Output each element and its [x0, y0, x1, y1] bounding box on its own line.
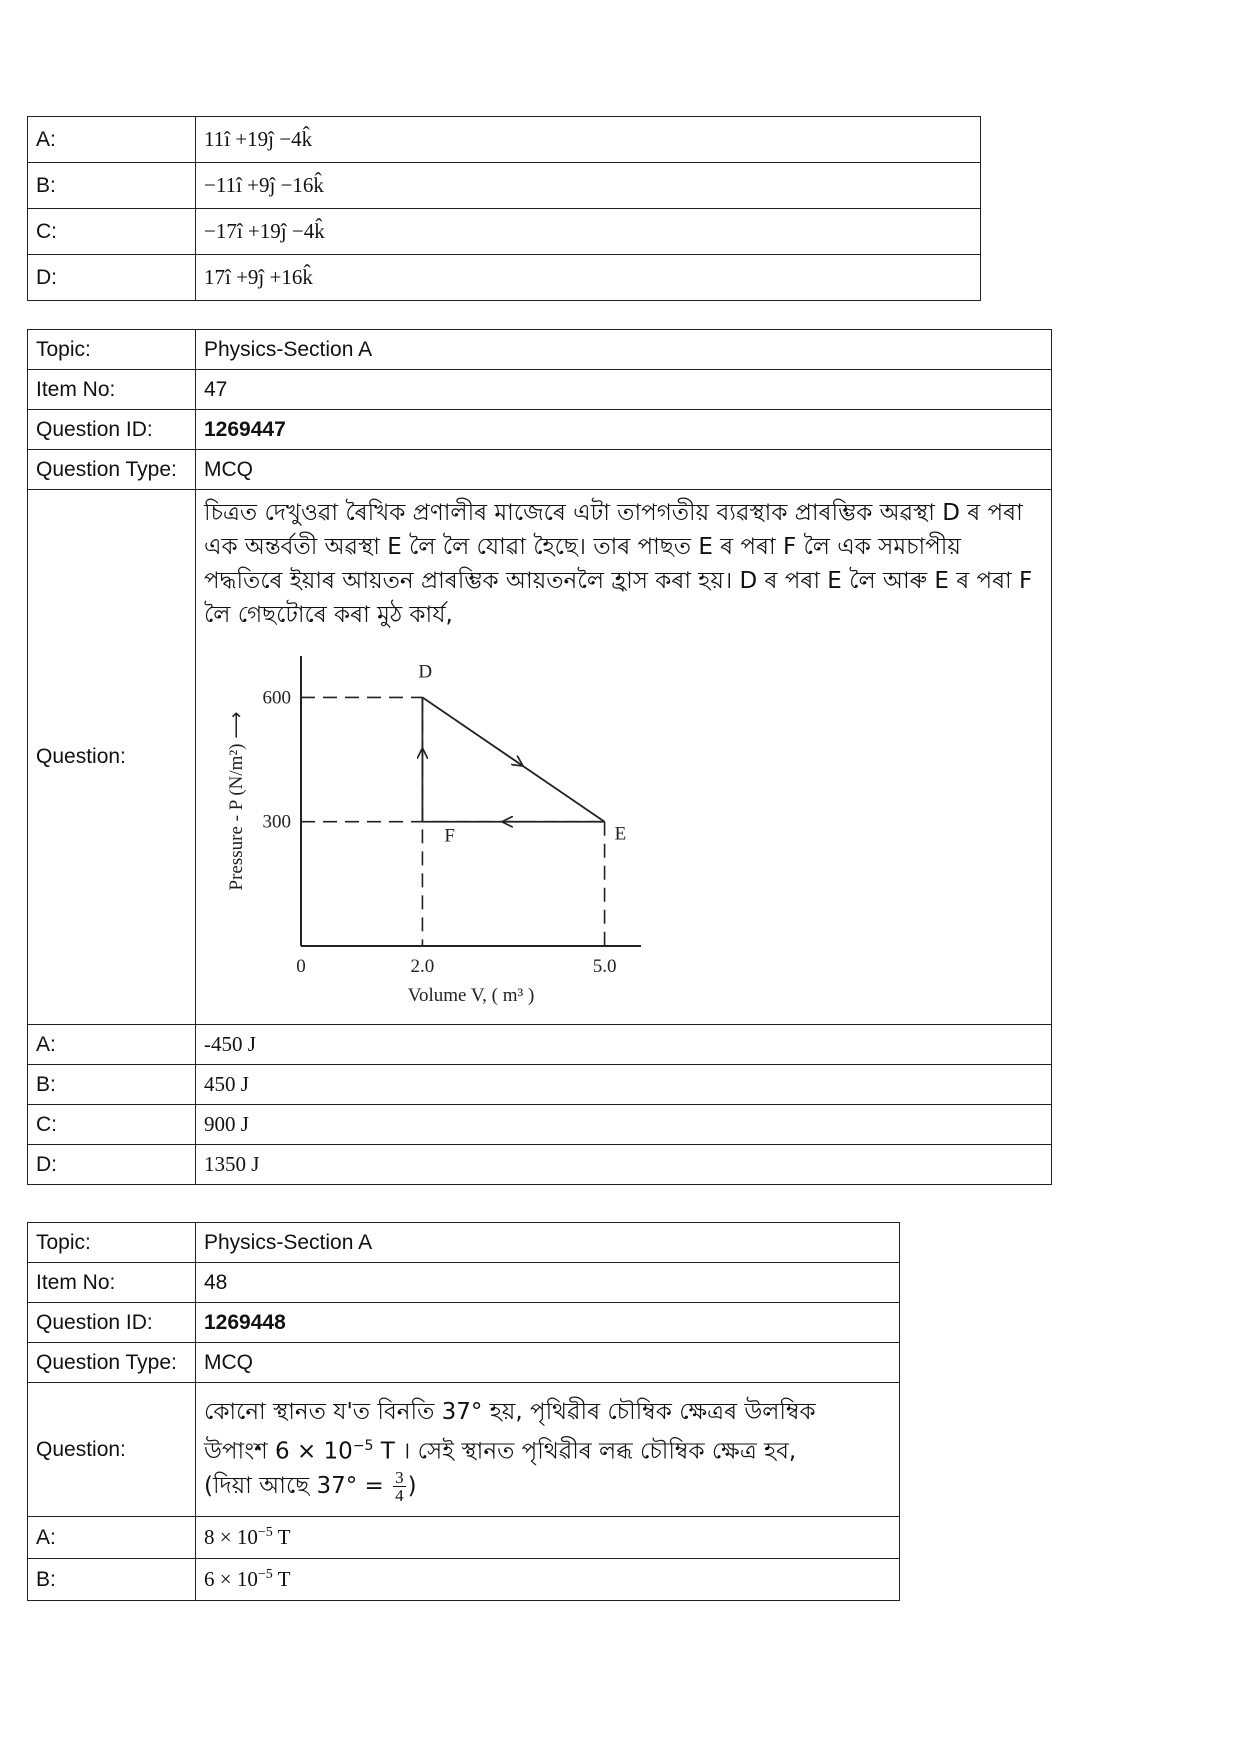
question-id-value: 1269447 — [196, 410, 1052, 450]
question-type-value: MCQ — [196, 450, 1052, 490]
topic-label: Topic: — [28, 1223, 196, 1263]
question-cell — [196, 1383, 900, 1517]
option-value: −11î +9ĵ −16k̂ — [196, 163, 981, 209]
question-label: Question: — [28, 490, 196, 1025]
option-value: 17î +9ĵ +16k̂ — [196, 255, 981, 301]
question-line: কোনো স্থানত য'ত বিনতি 37° হয়, পৃথিৱীৰ চৌম্বিক ক্ষেত্ৰৰ উলম্বিক — [204, 1399, 816, 1426]
topic-value: Physics-Section A — [196, 1223, 900, 1263]
option-label: B: — [28, 1065, 196, 1105]
q48-table — [27, 1222, 900, 1601]
option-row — [28, 209, 981, 255]
x-tick-label: 0 — [296, 956, 306, 977]
option-label: A: — [28, 117, 196, 163]
question-text — [196, 1389, 899, 1510]
x-tick-label: 5.0 — [592, 956, 617, 977]
question-type-value: MCQ — [196, 1343, 900, 1383]
option-value: −17î +19ĵ −4k̂ — [196, 209, 981, 255]
option-value: 450 J — [196, 1065, 1052, 1105]
option-label: B: — [28, 163, 196, 209]
q47-table — [27, 329, 1052, 1185]
question-label: Question: — [28, 1383, 196, 1517]
option-row — [28, 163, 981, 209]
question-type-label: Question Type: — [28, 1343, 196, 1383]
option-label: C: — [28, 1105, 196, 1145]
option-label: D: — [28, 1145, 196, 1185]
point-label-e: E — [614, 823, 627, 845]
q46-options-table — [27, 116, 981, 301]
option-value: 11î +19ĵ −4k̂ — [196, 117, 981, 163]
fraction: $\frac{3}{4}$ — [395, 1467, 404, 1505]
point-label-d: D — [418, 661, 433, 683]
option-value: 1350 J — [196, 1145, 1052, 1185]
item-no-label: Item No: — [28, 370, 196, 410]
option-label: D: — [28, 255, 196, 301]
option-row — [28, 117, 981, 163]
option-value: -450 J — [196, 1025, 1052, 1065]
question-line: (দিয়া আছে 37° = $\frac{3}{4}$ ) — [204, 1467, 417, 1505]
option-label: A: — [28, 1517, 196, 1559]
question-text: চিত্ৰত দেখুওৱা ৰৈখিক প্ৰণালীৰ মাজেৰে এটা তাপগতীয় ব্যৱস্থাক প্ৰাৰম্ভিক অৱস্থা D ৰ পৰা এক অন্তৰ্বতী অৱস্থা E লৈ লৈ যোৱা হৈছে। তাৰ পাছত E ৰ পৰা F লৈ এক সমচাপীয় পদ্ধতিৰে ইয়াৰ আয়তন প্ৰাৰম্ভিক আয়তনলৈ হ্ৰাস কৰা হয়। D ৰ পৰা E লৈ আৰু E ৰ পৰা F লৈ গেছটোৰে কৰা মুঠ কাৰ্য, — [204, 500, 1033, 628]
option-label: A: — [28, 1025, 196, 1065]
item-no-label: Item No: — [28, 1263, 196, 1303]
question-type-label: Question Type: — [28, 450, 196, 490]
point-label-f: F — [444, 825, 456, 847]
question-line: উপাংশ $6 \times 10^{-5}$ T । সেই স্থানত পৃথিৱীৰ লব্ধ চৌম্বিক ক্ষেত্ৰ হব, — [204, 1438, 797, 1465]
question-id-label: Question ID: — [28, 410, 196, 450]
question-id-value: 1269448 — [196, 1303, 900, 1343]
option-value: 900 J — [196, 1105, 1052, 1145]
y-tick-label: 300 — [262, 811, 291, 833]
option-row — [28, 255, 981, 301]
question-id-label: Question ID: — [28, 1303, 196, 1343]
topic-label: Topic: — [28, 330, 196, 370]
pv-diagram — [216, 646, 686, 1016]
option-label: C: — [28, 209, 196, 255]
question-cell — [196, 490, 1052, 1025]
item-no-value: 47 — [196, 370, 1052, 410]
option-label: B: — [28, 1559, 196, 1601]
y-tick-label: 600 — [262, 687, 291, 709]
option-value: $8 \times 10^{-5}$ T — [196, 1517, 900, 1559]
y-axis-label: Pressure - P (N/m²) ⟶ — [226, 711, 247, 891]
topic-value: Physics-Section A — [196, 330, 1052, 370]
x-axis-label: Volume V, ( m³ ) — [407, 985, 535, 1006]
x-tick-label: 2.0 — [410, 956, 435, 977]
option-value: $6 \times 10^{-5}$ T — [196, 1559, 900, 1601]
arrow-icon — [509, 756, 519, 763]
item-no-value: 48 — [196, 1263, 900, 1303]
